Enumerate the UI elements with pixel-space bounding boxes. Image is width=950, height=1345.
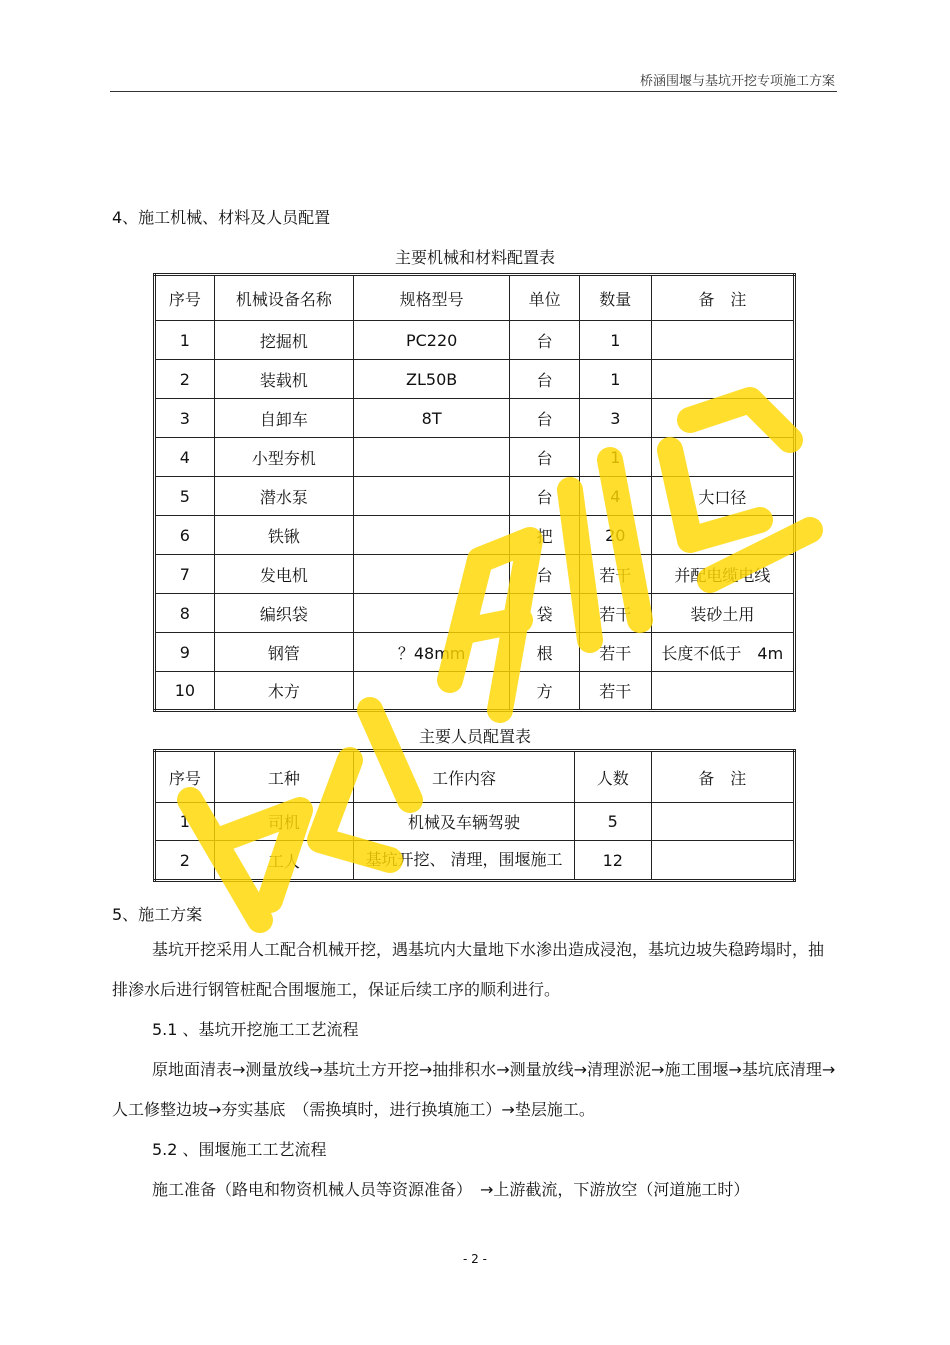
table-row	[155, 594, 795, 633]
table-cell: 若干	[579, 633, 651, 672]
table-cell: 装载机	[214, 360, 353, 399]
table-cell	[651, 321, 794, 360]
table-cell: 1	[579, 321, 651, 360]
section-4-title: 4、施工机械、材料及人员配置	[112, 208, 331, 227]
table-row	[155, 321, 795, 360]
table-cell: 大口径	[651, 477, 794, 516]
section-5-2-text: 施工准备（路电和物资机械人员等资源准备） →上游截流，下游放空（河道施工时）	[152, 1180, 750, 1199]
section-5-intro: 基坑开挖采用人工配合机械开挖，遇基坑内大量地下水渗出造成浸泡，基坑边坡失稳跨塌时，抽排渗水后进行钢管桩配合围堰施工，保证后续工序的顺利进行。	[112, 940, 825, 999]
header-cell: 备 注	[651, 275, 794, 321]
table-cell: 若干	[579, 672, 651, 711]
table-cell: 把	[510, 516, 580, 555]
table-cell	[353, 438, 509, 477]
machine-table	[153, 273, 796, 712]
table-cell: 铁锹	[214, 516, 353, 555]
table-cell: 工人	[214, 841, 353, 881]
table-row	[155, 841, 795, 881]
table-cell	[651, 803, 794, 841]
table-cell: 若干	[579, 555, 651, 594]
table-cell: 并配电缆电线	[651, 555, 794, 594]
header-cell: 工作内容	[354, 751, 575, 803]
table-cell	[651, 438, 794, 477]
table-cell: 台	[510, 477, 580, 516]
table-cell	[353, 594, 509, 633]
table-row	[155, 803, 795, 841]
table-cell: 发电机	[214, 555, 353, 594]
table-cell: 若干	[579, 594, 651, 633]
header-cell: 序号	[155, 275, 215, 321]
table-cell: 1	[155, 803, 215, 841]
table-cell: ？48mm	[353, 633, 509, 672]
table-cell: 3	[155, 399, 215, 438]
table-cell: 自卸车	[214, 399, 353, 438]
table-row	[155, 555, 795, 594]
page-number: - 2 -	[463, 1252, 487, 1266]
table-cell: 8T	[353, 399, 509, 438]
table-cell: 挖掘机	[214, 321, 353, 360]
table-cell: 小型夯机	[214, 438, 353, 477]
header-cell: 数量	[579, 275, 651, 321]
table-cell: 1	[155, 321, 215, 360]
section-5-title: 5、施工方案	[112, 905, 203, 924]
table-cell: 台	[510, 360, 580, 399]
table-cell	[651, 841, 794, 881]
table-cell: 台	[510, 321, 580, 360]
table-cell: 台	[510, 438, 580, 477]
table-cell	[353, 555, 509, 594]
table-cell: 1	[579, 438, 651, 477]
table-cell	[651, 516, 794, 555]
table-row	[155, 360, 795, 399]
table-cell: 10	[155, 672, 215, 711]
table-cell: 3	[579, 399, 651, 438]
table-row	[155, 672, 795, 711]
header-cell: 备 注	[651, 751, 794, 803]
table-cell	[651, 360, 794, 399]
table-cell: 5	[574, 803, 651, 841]
table-cell: 5	[155, 477, 215, 516]
table-row	[155, 438, 795, 477]
header-cell: 规格型号	[353, 275, 509, 321]
table-cell: ZL50B	[353, 360, 509, 399]
header-cell: 序号	[155, 751, 215, 803]
table-cell: 根	[510, 633, 580, 672]
table-cell	[651, 399, 794, 438]
header-cell: 单位	[510, 275, 580, 321]
table-cell	[353, 516, 509, 555]
machine-table-caption: 主要机械和材料配置表	[394, 248, 555, 267]
table-cell: 8	[155, 594, 215, 633]
table-cell: 袋	[510, 594, 580, 633]
table-cell: PC220	[353, 321, 509, 360]
machine-table-header-row	[155, 275, 795, 321]
table-cell: 1	[579, 360, 651, 399]
table-row	[155, 516, 795, 555]
header-cell: 机械设备名称	[214, 275, 353, 321]
table-cell: 12	[574, 841, 651, 881]
table-cell	[353, 477, 509, 516]
table-cell: 2	[155, 841, 215, 881]
table-cell: 台	[510, 399, 580, 438]
table-cell: 台	[510, 555, 580, 594]
table-cell: 司机	[214, 803, 353, 841]
table-cell: 钢管	[214, 633, 353, 672]
table-row	[155, 633, 795, 672]
table-cell: 4	[579, 477, 651, 516]
table-cell	[353, 672, 509, 711]
table-cell: 编织袋	[214, 594, 353, 633]
header-cell: 工种	[214, 751, 353, 803]
table-cell: 6	[155, 516, 215, 555]
section-5-2-title: 5.2 、围堰施工工艺流程	[152, 1140, 327, 1159]
table-cell: 长度不低于 4m	[651, 633, 794, 672]
header-doc-title: 桥涵围堰与基坑开挖专项施工方案	[639, 74, 835, 89]
staff-table-caption: 主要人员配置表	[418, 727, 531, 746]
table-row	[155, 399, 795, 438]
table-cell: 9	[155, 633, 215, 672]
table-cell	[651, 672, 794, 711]
section-5-1-title: 5.1 、基坑开挖施工工艺流程	[152, 1020, 359, 1039]
table-cell: 7	[155, 555, 215, 594]
table-cell: 木方	[214, 672, 353, 711]
staff-table	[153, 749, 796, 882]
table-cell: 4	[155, 438, 215, 477]
header-cell: 人数	[574, 751, 651, 803]
header-divider	[110, 91, 837, 92]
table-cell: 机械及车辆驾驶	[354, 803, 575, 841]
staff-table-header-row	[155, 751, 795, 803]
table-cell: 基坑开挖、 清理，围堰施工	[354, 841, 575, 881]
section-5-1-text: 原地面清表→测量放线→基坑土方开挖→抽排积水→测量放线→清理淤泥→施工围堰→基坑底清理→人工修整边坡→夯实基底 （需换填时，进行换填施工）→垫层施工。	[112, 1060, 836, 1119]
table-row	[155, 477, 795, 516]
table-cell: 20	[579, 516, 651, 555]
table-cell: 2	[155, 360, 215, 399]
table-cell: 潜水泵	[214, 477, 353, 516]
table-cell: 装砂土用	[651, 594, 794, 633]
table-cell: 方	[510, 672, 580, 711]
